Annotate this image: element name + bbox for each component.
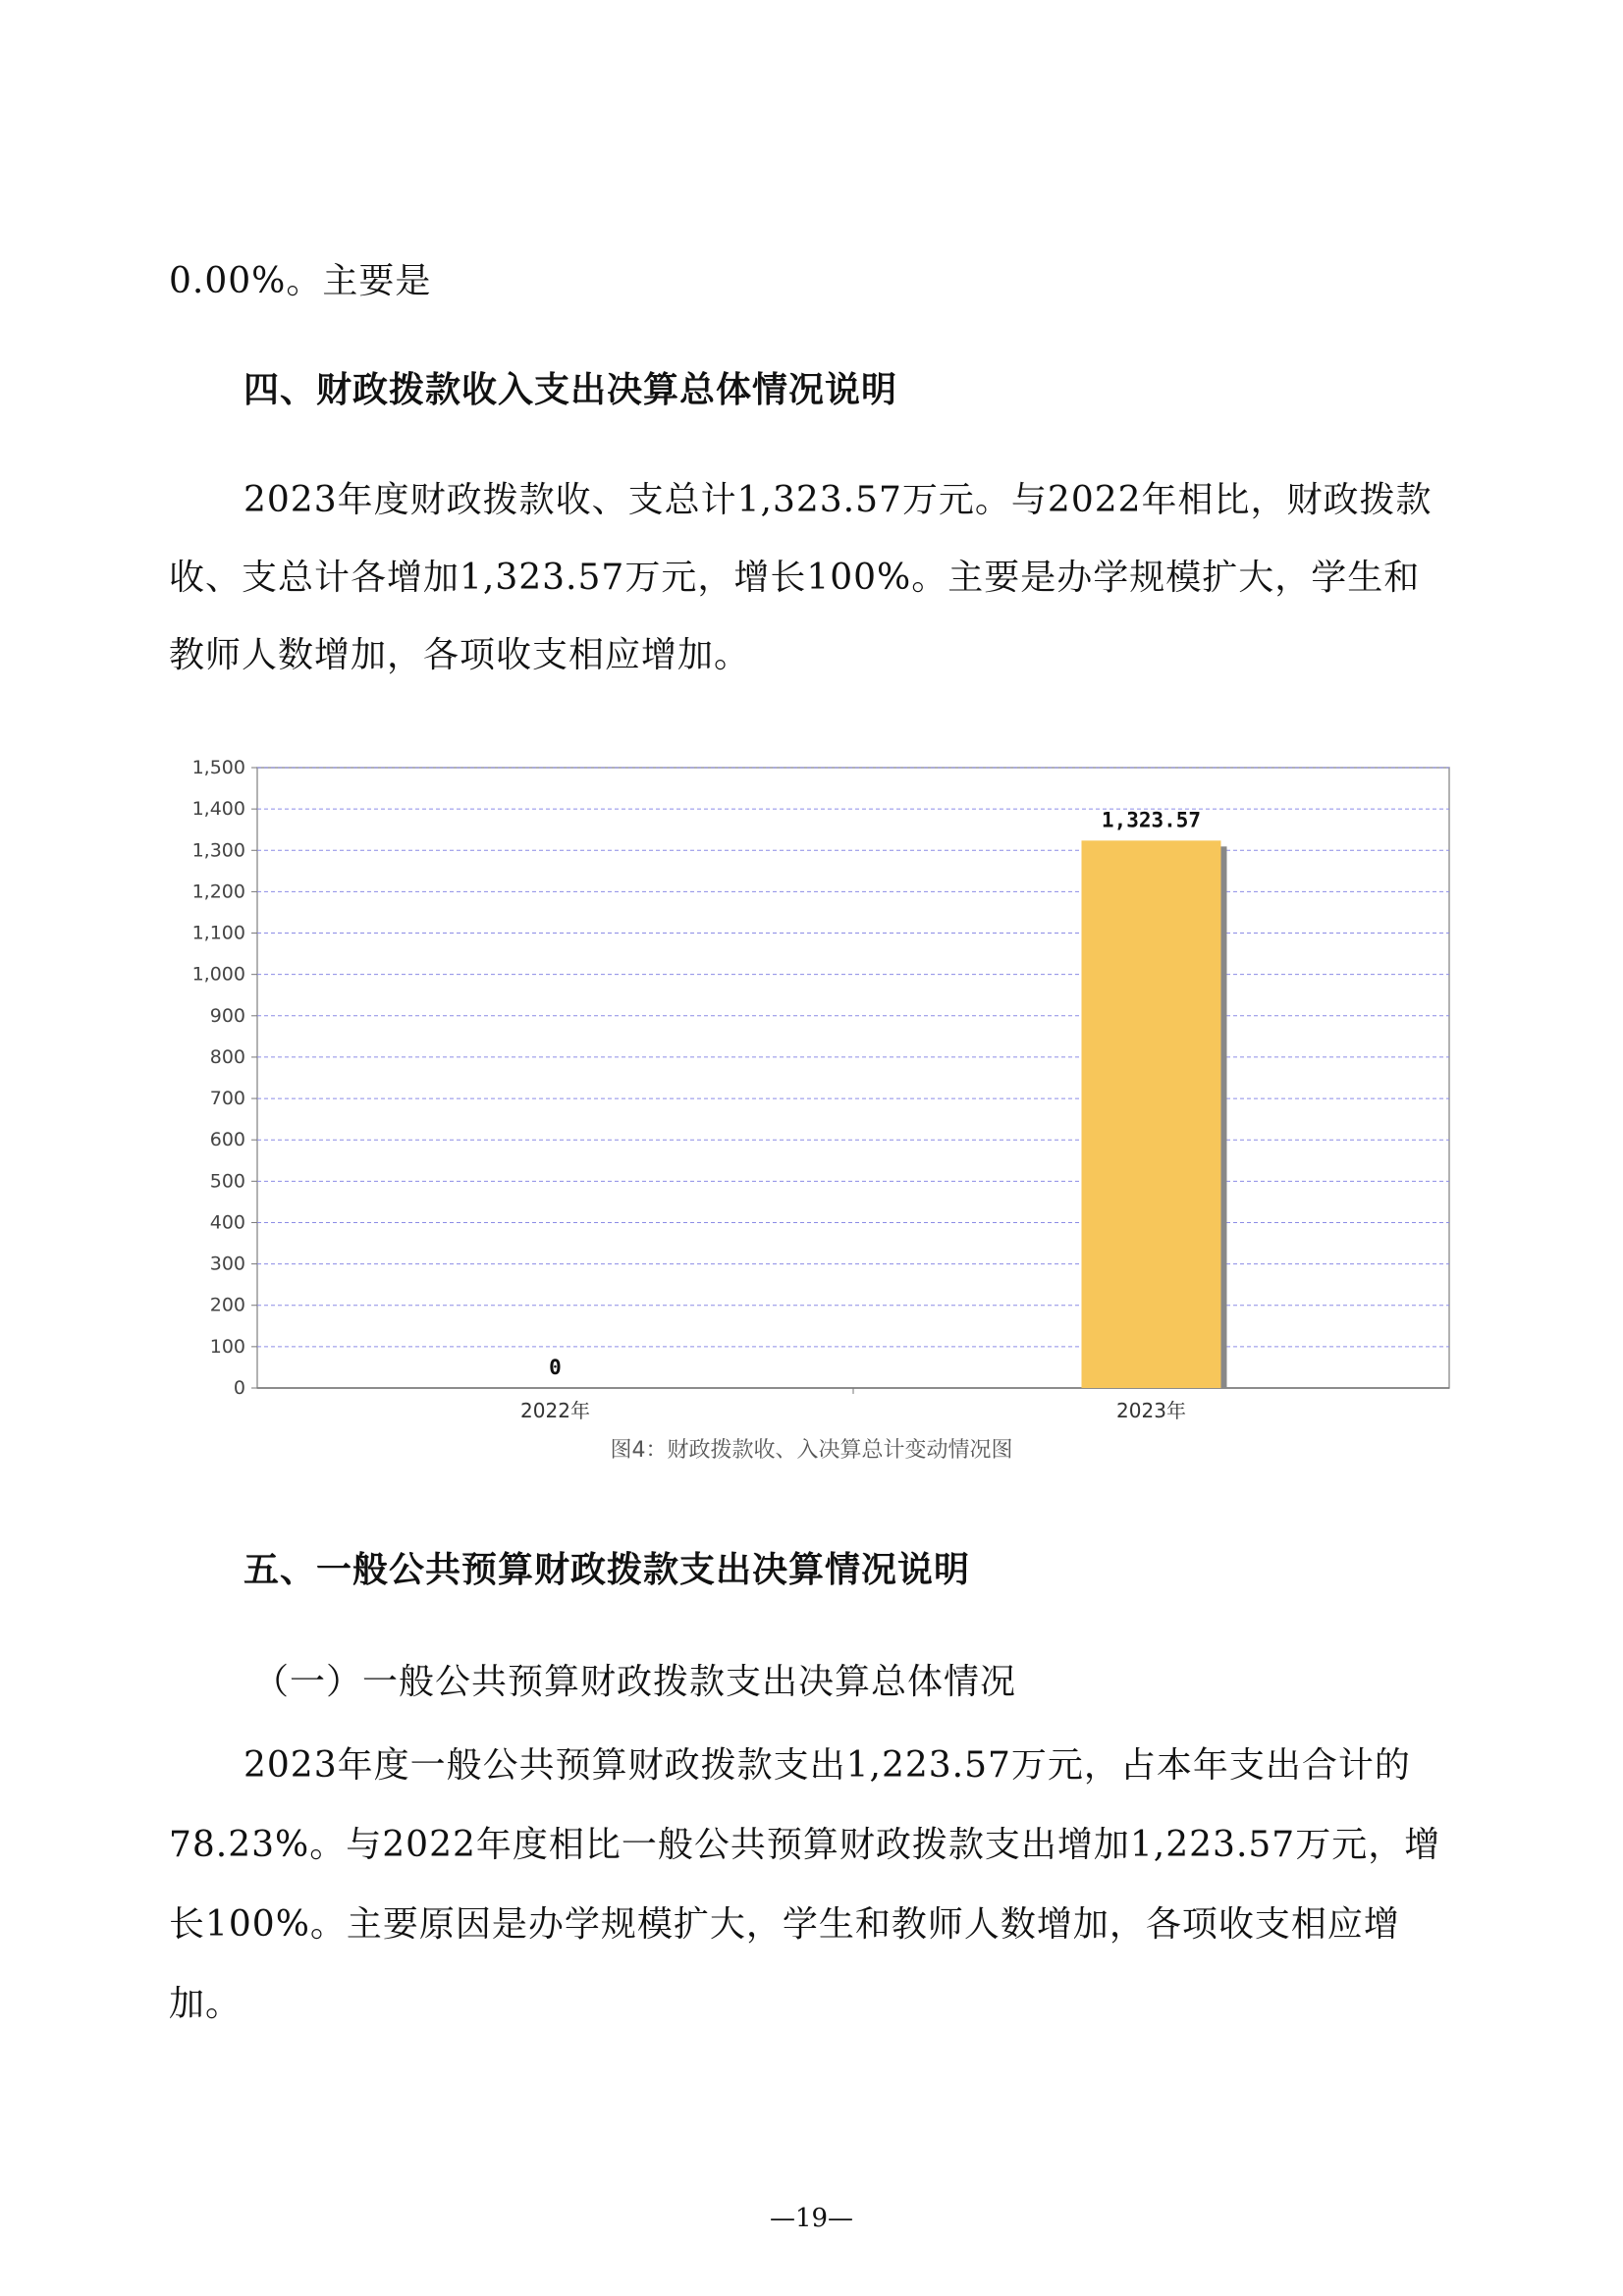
y-tick-label: 1,000 — [191, 963, 245, 986]
y-tick-label: 900 — [209, 1004, 245, 1027]
y-tick-label: 700 — [209, 1088, 245, 1110]
bar — [1082, 840, 1221, 1388]
page-number: —19— — [769, 2204, 854, 2233]
section-5-subheading: （一）一般公共预算财政拨款支出决算总体情况 — [253, 1662, 1017, 1702]
y-tick-label: 200 — [209, 1294, 245, 1316]
y-tick-label: 100 — [209, 1335, 245, 1358]
y-tick-label: 300 — [209, 1253, 245, 1275]
y-tick-label: 600 — [209, 1129, 245, 1151]
section-5-paragraph-line-1: 2023年度一般公共预算财政拨款支出1,223.57万元，占本年支出合计的 — [243, 1745, 1411, 1786]
section-5-paragraph-line-3: 长100%。主要原因是办学规模扩大，学生和教师人数增加，各项收支相应增 — [169, 1904, 1400, 1945]
y-tick-label: 1,200 — [191, 881, 245, 903]
y-tick-label: 1,500 — [191, 757, 245, 778]
y-tick-label: 0 — [233, 1377, 245, 1399]
y-tick-label: 1,100 — [191, 922, 245, 944]
y-tick-label: 400 — [209, 1211, 245, 1234]
plot-frame — [257, 768, 1449, 1388]
y-tick-label: 1,300 — [191, 839, 245, 862]
section-4-paragraph-line-1: 2023年度财政拨款收、支总计1,323.57万元。与2022年相比，财政拨款 — [243, 480, 1433, 520]
section-5-heading: 五、一般公共预算财政拨款支出决算情况说明 — [243, 1550, 971, 1590]
section-4-paragraph-line-2: 收、支总计各增加1,323.57万元，增长100%。主要是办学规模扩大，学生和 — [169, 558, 1421, 598]
section-4-paragraph-line-3: 教师人数增加，各项收支相应增加。 — [169, 635, 751, 675]
data-label: 0 — [549, 1356, 562, 1379]
section-5-paragraph-line-2: 78.23%。与2022年度相比一般公共预算财政拨款支出增加1,223.57万元，增 — [169, 1825, 1441, 1865]
data-label: 1,323.57 — [1101, 808, 1202, 832]
y-tick-label: 800 — [209, 1045, 245, 1068]
chart-svg — [165, 750, 1461, 1437]
section-5-paragraph-line-4: 加。 — [169, 1984, 243, 2024]
x-tick-label: 2023年 — [1116, 1399, 1186, 1422]
y-tick-label: 1,400 — [191, 798, 245, 821]
section-4-heading: 四、财政拨款收入支出决算总体情况说明 — [243, 370, 898, 410]
chart-caption: 图4：财政拨款收、入决算总计变动情况图 — [610, 1438, 1013, 1463]
bar-chart — [165, 750, 1461, 1476]
continuation-text: 0.00%。主要是 — [169, 261, 432, 301]
x-tick-label: 2022年 — [520, 1399, 590, 1422]
y-tick-label: 500 — [209, 1170, 245, 1193]
